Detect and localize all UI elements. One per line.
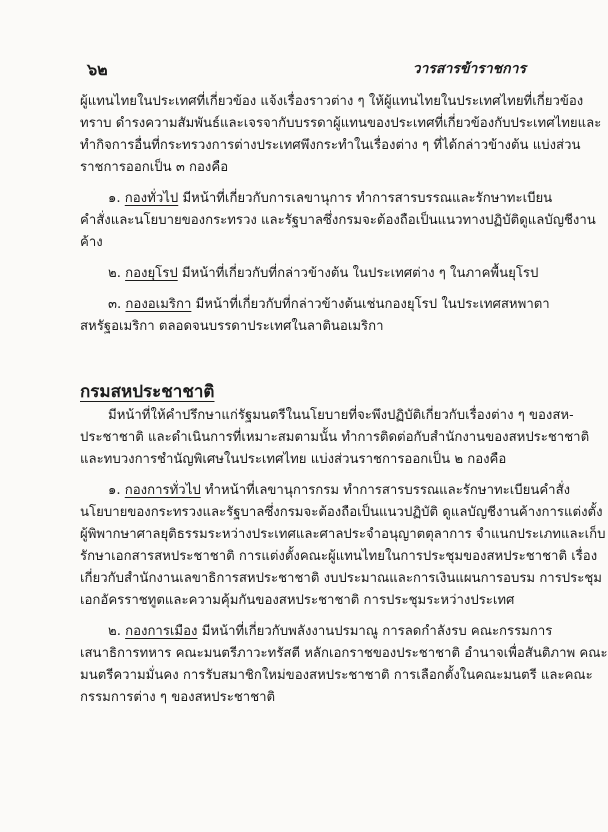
item-text: ทำหน้าที่เลขานุการกรม ทำการสารบรรณและรักษาทะเบียนคำสั่ง — [204, 483, 571, 498]
paragraph-line: เอกอัครราชทูตและความคุ้มกันของสหประชาชาติ การประชุมระหว่างประเทศ — [80, 593, 515, 608]
item-text: มีหน้าที่เกี่ยวกับพลังงานปรมาณู การลดกำลังรบ คณะกรรมการ — [201, 624, 553, 639]
paragraph-line: มีหน้าที่ให้คำปรึกษาแก่รัฐมนตรีในนโยบายที่จะพึงปฏิบัติเกี่ยวกับเรื่องต่าง ๆ ของสห- — [108, 408, 574, 423]
paragraph-line: ทำกิจการอื่นที่กระทรวงการต่างประเทศพึงกระทำในเรื่องต่าง ๆ ที่ได้กล่าวข้างต้น แบ่งส่วน — [80, 138, 581, 153]
paragraph-line: คำสั่งและนโยบายของกระทรวง และรัฐบาลซึ่งกรมจะต้องถือเป็นแนวทางปฏิบัติดูแลบัญชีงาน — [80, 213, 596, 228]
paragraph-line: เกี่ยวกับสำนักงานเลขาธิการสหประชาชาติ งบประมาณและการเงินแผนการอบรม การประชุม — [80, 571, 602, 586]
paragraph-line: ค้าง — [80, 235, 103, 250]
running-title: วารสารข้าราชการ — [412, 61, 526, 77]
item-title: กองอเมริกา — [125, 297, 192, 312]
paragraph-line: ผู้พิพากษาศาลยุติธรรมระหว่างประเทศและศาลประจำอนุญาตตุลาการ จำแนกประเภทและเก็บ — [80, 527, 606, 542]
united-nations-section-text — [80, 405, 608, 709]
paragraph-line: กรรมการต่าง ๆ ของสหประชาชาติ — [80, 690, 276, 705]
item-text: มีหน้าที่เกี่ยวกับที่กล่าวข้างต้นเช่นกองยุโรป ในประเทศสหพาตา — [195, 297, 550, 312]
list-item — [80, 621, 553, 643]
foreign-affairs-section-text — [80, 91, 602, 338]
item-number: ๒. — [108, 624, 121, 639]
paragraph-line: สหรัฐอเมริกา ตลอดจนบรรดาประเทศในลาตินอเมริกา — [80, 319, 384, 334]
item-number: ๑. — [108, 483, 121, 498]
paragraph-line: ทราบ ดำรงความสัมพันธ์และเจรจากับบรรดาผู้แทนของประเทศที่เกี่ยวข้องกับประเทศไทยและ — [80, 116, 602, 131]
paragraph-line: เสนาธิการทหาร คณะมนตรีภาวะทรัสตี หลักเอกราชของประชาชาติ อำนาจเพื่อสันติภาพ คณะ — [80, 646, 608, 661]
paragraph-line: และทบวงการชำนัญพิเศษในประเทศไทย แบ่งส่วนราชการออกเป็น ๒ กองคือ — [80, 452, 507, 467]
item-number: ๓. — [108, 297, 122, 312]
list-item — [80, 480, 571, 502]
item-title: กองการเมือง — [125, 624, 198, 639]
paragraph-line: มนตรีความมั่นคง การรับสมาชิกใหม่ของสหประชาชาติ การเลือกตั้งในคณะมนตรี และคณะ — [80, 668, 593, 683]
item-title: กองยุโรป — [125, 266, 178, 281]
paragraph-line: ผู้แทนไทยในประเทศที่เกี่ยวข้อง แจ้งเรื่องราวต่าง ๆ ให้ผู้แทนไทยในประเทศไทยที่เกี่ยวข้อง — [80, 94, 584, 109]
list-item — [80, 294, 550, 316]
paragraph-line: ราชการออกเป็น ๓ กองคือ — [80, 160, 229, 175]
page-header — [87, 58, 526, 78]
paragraph-line: นโยบายของกระทรวงและรัฐบาลซึ่งกรมจะต้องถือเป็นแนวปฏิบัติ ดูแลบัญชีงานค้างการแต่งตั้ง — [80, 505, 603, 520]
list-item — [80, 188, 553, 210]
item-title: กองทั่วไป — [124, 191, 179, 206]
section-heading: กรมสหประชาชาติ — [80, 382, 215, 402]
paragraph-line: ประชาชาติ และดำเนินการที่เหมาะสมตามนั้น ทำการติดต่อกับสำนักงานของสหประชาชาติ — [80, 430, 590, 445]
page-number: ๖๒ — [87, 60, 108, 79]
item-number: ๑. — [108, 191, 121, 206]
paragraph-line: รักษาเอกสารสหประชาชาติ การแต่งตั้งคณะผู้แทนไทยในการประชุมของสหประชาชาติ เรื่อง — [80, 549, 598, 564]
item-number: ๒. — [108, 266, 121, 281]
item-text: มีหน้าที่เกี่ยวกับการเลขานุการ ทำการสารบรรณและรักษาทะเบียน — [182, 191, 553, 206]
item-title: กองการทั่วไป — [124, 483, 201, 498]
list-item — [80, 263, 550, 285]
item-text: มีหน้าที่เกี่ยวกับที่กล่าวข้างต้น ในประเทศต่าง ๆ ในภาคพื้นยุโรป — [181, 266, 539, 281]
